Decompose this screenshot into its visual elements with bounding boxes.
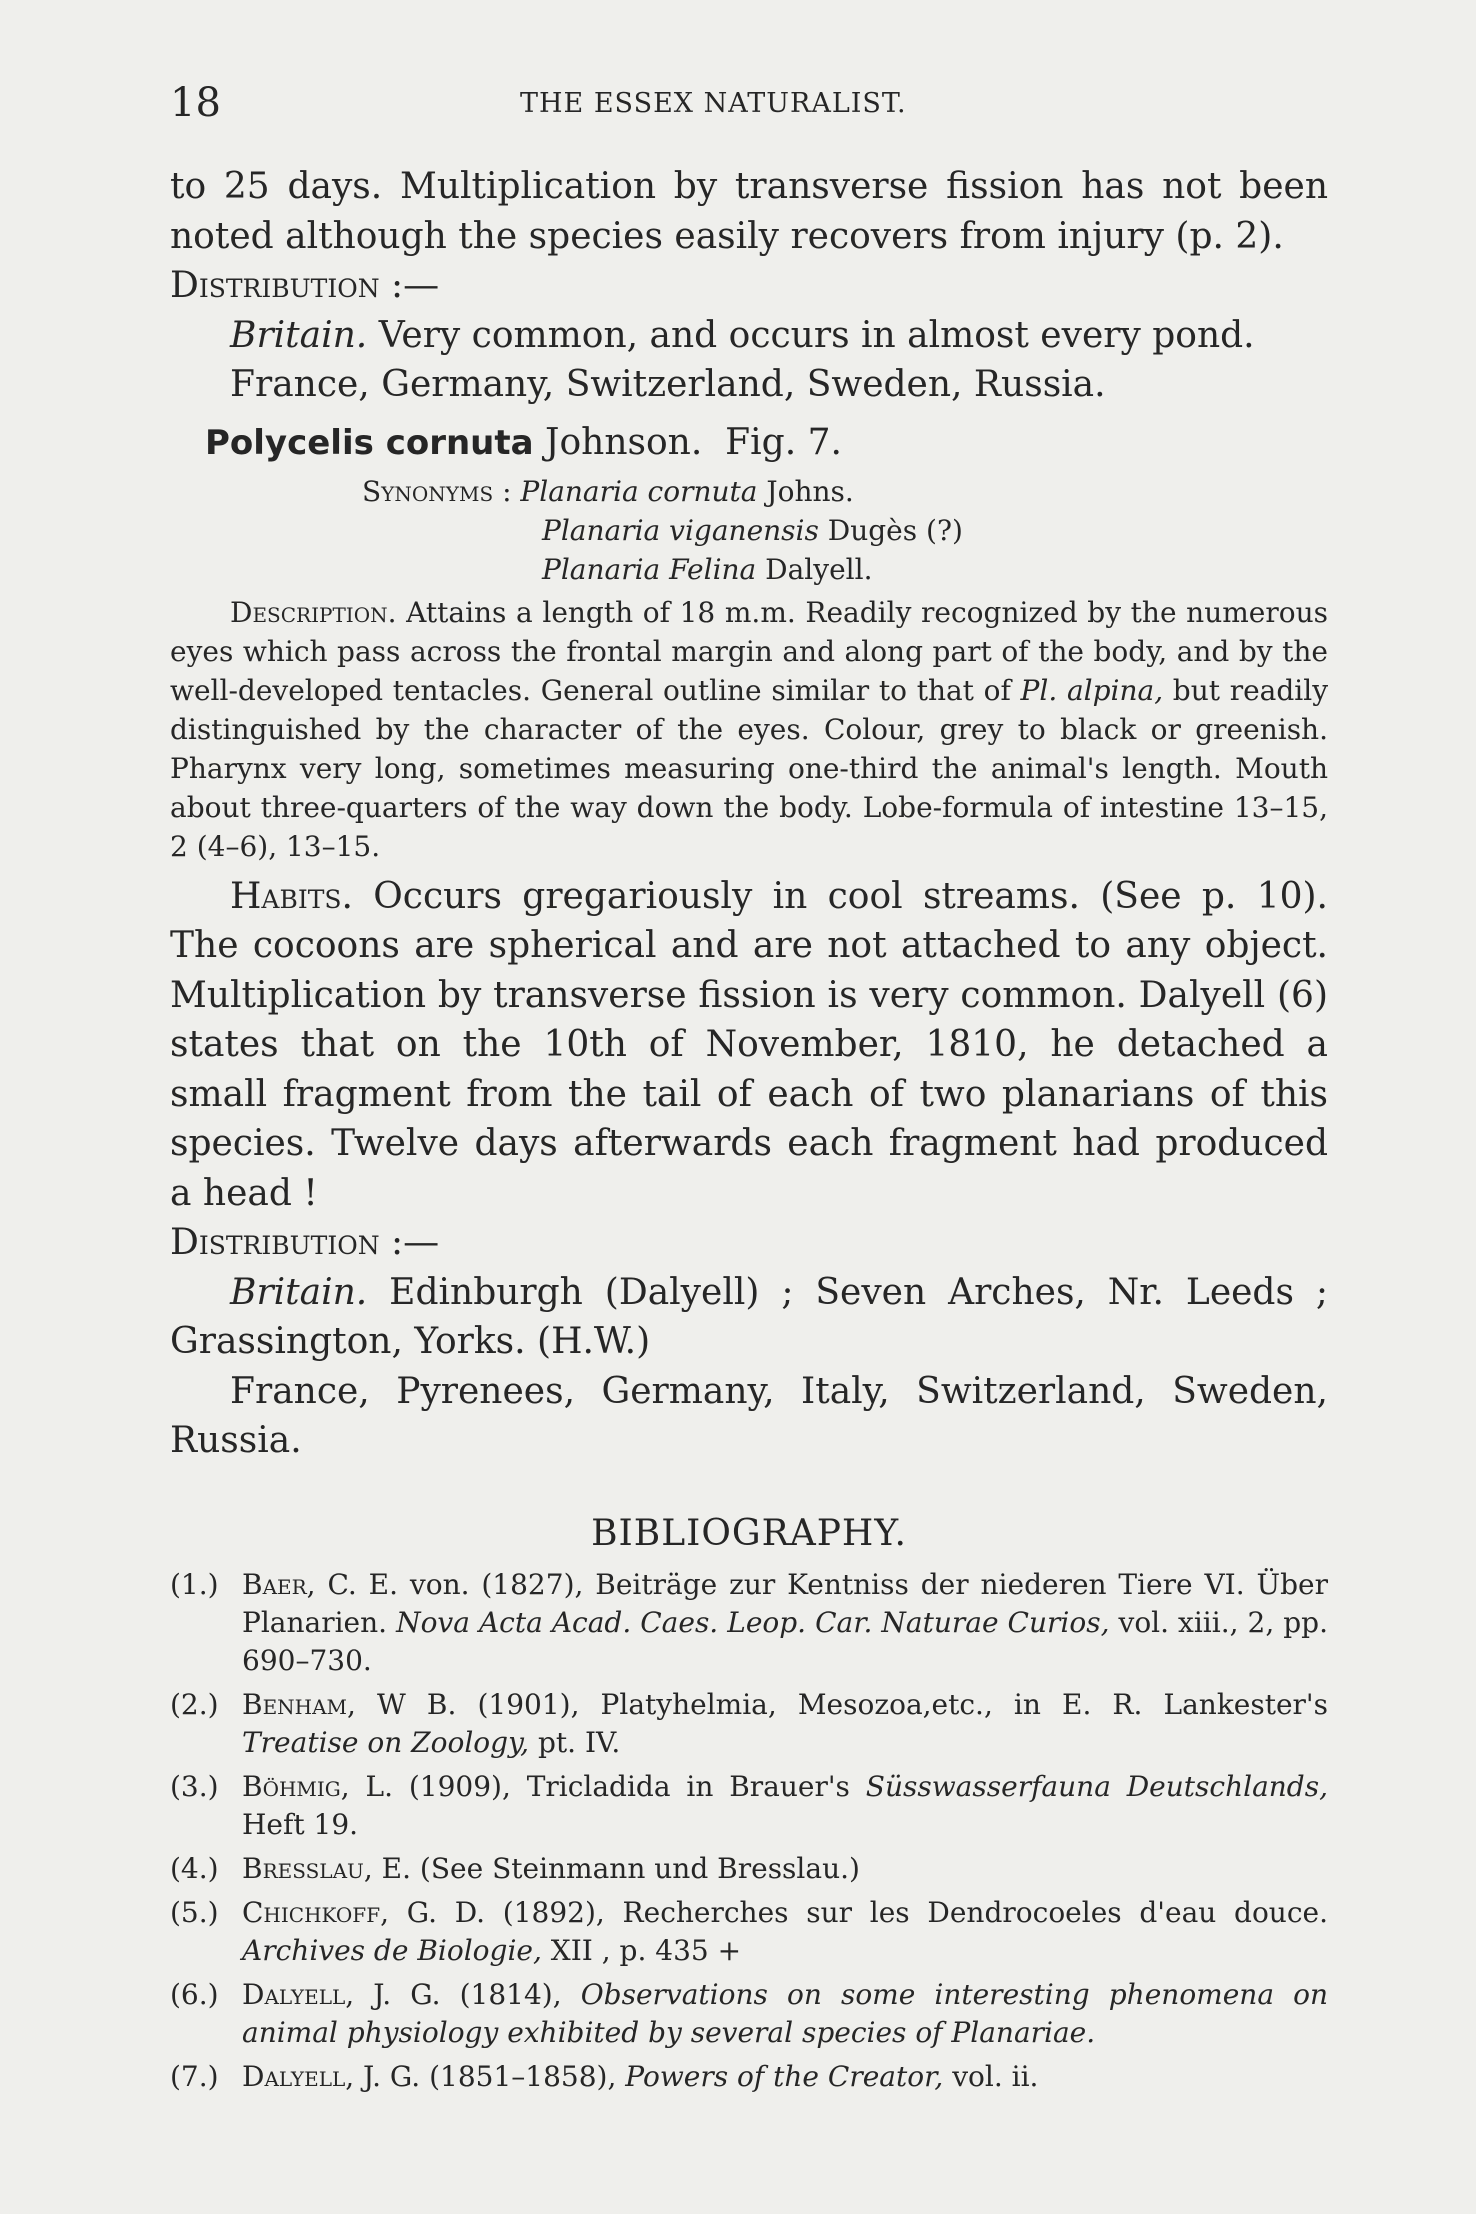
synonym-line: Synonyms : Planaria cornuta Johns. (362, 474, 854, 508)
bibliography-title: BIBLIOGRAPHY. (591, 1512, 907, 1554)
species-title: Polycelis cornuta Johnson. Fig. 7. (205, 421, 842, 463)
bibliography-entry (170, 2058, 1328, 2096)
synonym-line: Planaria Felina Dalyell. (542, 552, 873, 586)
reference-text: Chichkoff, G. D. (1892), Recherches sur les Dendrocoeles d'eau douce. Archives de Biologie, XII , p. 435 + (242, 1895, 1328, 1967)
reference-number: (6.) (170, 1977, 219, 2011)
distribution-heading-1: Distribution :— (170, 265, 440, 306)
page-body (170, 162, 1328, 2102)
reference-text: Bresslau, E. (See Steinmann und Bresslau.) (242, 1851, 860, 1885)
synonym-line: Planaria viganensis Dugès (?) (542, 513, 963, 547)
bibliography-list (170, 1566, 1328, 2096)
distribution-britain-1: Britain. Very common, and occurs in almost every pond. (230, 314, 1255, 356)
bibliography-entry (170, 1850, 1328, 1888)
bibliography-entry (170, 1566, 1328, 1680)
reference-text: Dalyell, J. G. (1814), Observations on some interesting phenomena on animal physiology exhibited by several species of Planariae. (242, 1977, 1328, 2049)
reference-number: (5.) (170, 1895, 219, 1929)
reference-number: (4.) (170, 1851, 219, 1885)
bibliography-entry (170, 1976, 1328, 2052)
bibliography-entry (170, 1894, 1328, 1970)
running-title: THE ESSEX NATURALIST. (520, 88, 907, 119)
habits-paragraph: Habits. Occurs gregariously in cool streams. (See p. 10). The cocoons are spherical and are not attached to any object. Multiplication by transverse fission is very common. Dalyell (6) states that on the 10th of November, 1810, he detached a small fragment from the tail of each of two planarians of this species. Twelve days afterwards each fragment had produced a head ! (170, 875, 1328, 1214)
reference-text: Benham, W B. (1901), Platyhelmia, Mesozoa,etc., in E. R. Lankester's Treatise on Zoology, pt. IV. (242, 1687, 1328, 1759)
reference-number: (2.) (170, 1687, 219, 1721)
reference-text: Böhmig, L. (1909), Tricladida in Brauer's Süsswasserfauna Deutschlands, Heft 19. (242, 1769, 1328, 1841)
distribution-heading-2: Distribution :— (170, 1222, 440, 1263)
reference-number: (7.) (170, 2059, 219, 2093)
reference-number: (1.) (170, 1567, 219, 1601)
reference-number: (3.) (170, 1769, 219, 1803)
bibliography-entry (170, 1768, 1328, 1844)
reference-text: Dalyell, J. G. (1851–1858), Powers of the Creator, vol. ii. (242, 2059, 1039, 2093)
reference-text: Baer, C. E. von. (1827), Beiträge zur Kentniss der niederen Tiere VI. Über Planarien. Nova Acta Acad. Caes. Leop. Car. Naturae Curios, vol. xiii., 2, pp. 690–730. (242, 1567, 1329, 1677)
synonyms-block (170, 472, 1328, 589)
distribution-countries-1: France, Germany, Switzerland, Sweden, Russia. (230, 364, 1106, 405)
intro-paragraph: to 25 days. Multiplication by transverse fission has not been noted although the species easily recovers from injury (p. 2). (170, 166, 1328, 257)
distribution-britain-2: Britain. Edinburgh (Dalyell) ; Seven Arches, Nr. Leeds ; Grassington, Yorks. (H.W.) (170, 1271, 1328, 1362)
distribution-countries-2: France, Pyrenees, Germany, Italy, Switzerland, Sweden, Russia. (170, 1370, 1328, 1461)
page-header (170, 80, 1328, 130)
page-number: 18 (170, 80, 221, 126)
description-paragraph: Description. Attains a length of 18 m.m. Readily recognized by the numerous eyes which pass across the frontal margin and along part of the body, and by the well-developed tentacles. General outline similar to that of Pl. alpina, but readily distinguished by the character of the eyes. Colour, grey to black or greenish. Pharynx very long, sometimes measuring one-third the animal's length. Mouth about three-quarters of the way down the body. Lobe-formula of intestine 13–15, 2 (4–6), 13–15. (170, 595, 1329, 863)
bibliography-entry (170, 1686, 1328, 1762)
